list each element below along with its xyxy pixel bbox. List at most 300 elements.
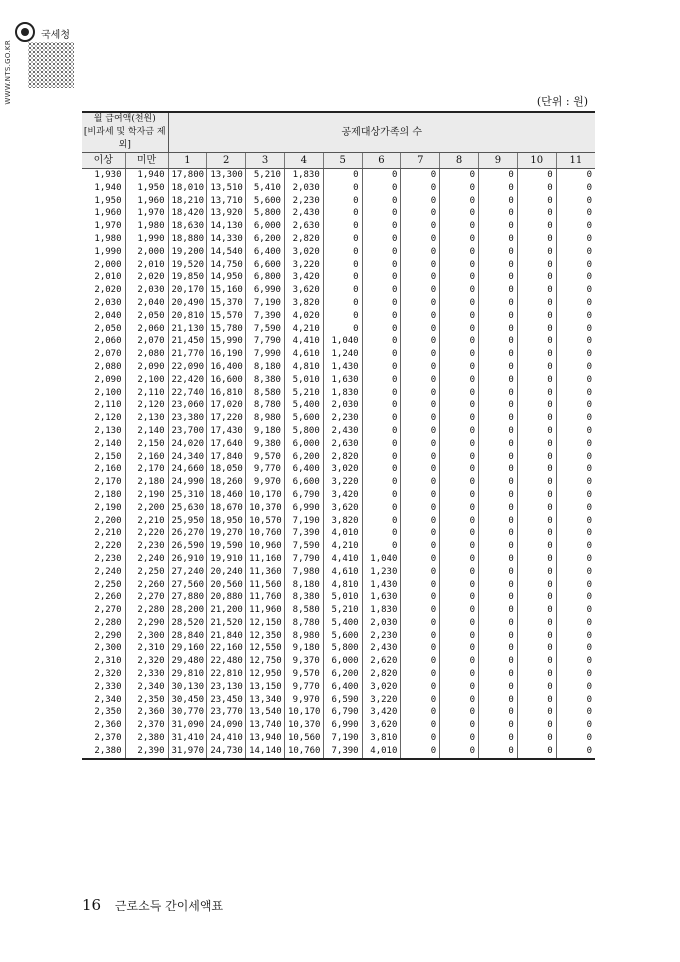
table-cell: 2,120	[94, 413, 122, 424]
table-cell: 0	[362, 284, 401, 297]
table-cell: 0	[401, 451, 440, 464]
table-row	[82, 233, 595, 246]
table-cell: 2,210	[94, 528, 122, 539]
table-cell: 1,830	[323, 387, 362, 400]
table-cell: 20,490	[168, 297, 207, 310]
table-cell: 1,980	[94, 233, 122, 244]
table-cell: 0	[440, 195, 479, 208]
table-cell: 0	[440, 604, 479, 617]
table-cell: 17,430	[207, 425, 246, 438]
table-cell: 0	[362, 348, 401, 361]
table-cell: 2,010	[94, 272, 122, 283]
table-cell: 0	[362, 463, 401, 476]
table-cell: 7,390	[323, 745, 362, 759]
table-cell: 3,020	[323, 463, 362, 476]
table-cell: 8,380	[246, 374, 285, 387]
table-cell: 0	[440, 207, 479, 220]
table-cell: 21,520	[207, 617, 246, 630]
table-cell: 1,630	[323, 374, 362, 387]
table-cell: 7,590	[246, 323, 285, 336]
table-cell: 0	[556, 412, 595, 425]
table-cell: 0	[517, 271, 556, 284]
table-cell: 2,110	[125, 387, 168, 400]
table-cell: 0	[440, 182, 479, 195]
table-cell: 4,610	[323, 566, 362, 579]
table-cell: 10,960	[246, 540, 285, 553]
table-cell: 0	[517, 668, 556, 681]
table-cell: 18,210	[168, 195, 207, 208]
table-cell: 23,770	[207, 706, 246, 719]
table-cell: 2,090	[125, 361, 168, 374]
table-cell: 0	[401, 502, 440, 515]
table-cell: 0	[556, 591, 595, 604]
table-cell: 0	[440, 399, 479, 412]
table-cell: 0	[556, 374, 595, 387]
table-row	[82, 271, 595, 284]
table-cell: 24,730	[207, 745, 246, 759]
table-row	[82, 745, 595, 759]
table-cell: 2,130	[94, 425, 122, 436]
table-cell: 0	[362, 527, 401, 540]
table-cell: 2,190	[94, 502, 122, 513]
table-cell: 27,560	[168, 579, 207, 592]
table-cell: 0	[556, 271, 595, 284]
table-cell: 0	[401, 668, 440, 681]
table-cell: 0	[440, 451, 479, 464]
table-cell: 0	[401, 297, 440, 310]
table-cell: 13,340	[246, 694, 285, 707]
table-cell: 0	[401, 323, 440, 336]
table-cell: 0	[362, 169, 401, 182]
table-cell: 2,630	[323, 438, 362, 451]
table-cell: 0	[440, 502, 479, 515]
table-cell: 8,780	[284, 617, 323, 630]
table-cell: 0	[556, 732, 595, 745]
table-cell: 0	[401, 233, 440, 246]
table-cell: 3,620	[362, 719, 401, 732]
table-cell: 11,160	[246, 553, 285, 566]
table-cell: 6,600	[246, 259, 285, 272]
table-cell: 0	[440, 412, 479, 425]
table-row	[82, 451, 595, 464]
table-cell: 24,410	[207, 732, 246, 745]
table-cell: 0	[401, 566, 440, 579]
table-cell: 2,300	[94, 643, 122, 654]
table-cell: 2,100	[94, 387, 122, 398]
table-cell: 5,800	[323, 642, 362, 655]
table-cell: 18,050	[207, 463, 246, 476]
table-cell: 2,000	[94, 259, 122, 270]
table-cell: 2,200	[94, 515, 122, 526]
table-cell: 22,480	[207, 655, 246, 668]
table-cell: 0	[517, 348, 556, 361]
table-cell: 0	[479, 489, 518, 502]
table-cell: 0	[401, 412, 440, 425]
table-row	[82, 655, 595, 668]
table-cell: 3,820	[323, 515, 362, 528]
table-cell: 0	[517, 489, 556, 502]
table-cell: 1,240	[323, 348, 362, 361]
table-cell: 0	[479, 335, 518, 348]
col-header-family-6: 6	[362, 153, 401, 169]
table-cell: 0	[479, 463, 518, 476]
table-cell: 10,570	[246, 515, 285, 528]
table-cell: 0	[401, 207, 440, 220]
table-cell: 0	[517, 617, 556, 630]
table-cell: 0	[556, 681, 595, 694]
table-cell: 0	[362, 399, 401, 412]
table-cell: 0	[517, 284, 556, 297]
table-cell: 6,990	[323, 719, 362, 732]
table-cell: 0	[556, 169, 595, 182]
table-cell: 2,000	[125, 246, 168, 259]
table-cell: 2,030	[323, 399, 362, 412]
table-cell: 0	[323, 246, 362, 259]
table-cell: 5,600	[323, 630, 362, 643]
table-cell: 6,990	[246, 284, 285, 297]
table-row	[82, 169, 595, 182]
table-cell: 0	[401, 681, 440, 694]
table-cell: 0	[401, 732, 440, 745]
table-cell: 0	[362, 438, 401, 451]
table-cell: 0	[401, 348, 440, 361]
table-cell: 10,170	[284, 706, 323, 719]
table-cell: 0	[440, 527, 479, 540]
table-cell: 23,380	[168, 412, 207, 425]
table-cell: 13,300	[207, 169, 246, 182]
table-cell: 0	[556, 361, 595, 374]
table-cell: 0	[401, 719, 440, 732]
table-cell: 0	[556, 489, 595, 502]
table-cell: 0	[517, 182, 556, 195]
table-cell: 19,850	[168, 271, 207, 284]
table-cell: 2,370	[94, 733, 122, 744]
table-cell: 2,280	[125, 604, 168, 617]
table-cell: 0	[556, 207, 595, 220]
table-cell: 20,560	[207, 579, 246, 592]
table-cell: 11,960	[246, 604, 285, 617]
table-cell: 6,400	[246, 246, 285, 259]
table-cell: 7,790	[284, 553, 323, 566]
table-cell: 5,410	[246, 182, 285, 195]
table-cell: 4,610	[284, 348, 323, 361]
table-cell: 2,020	[94, 285, 122, 296]
table-cell: 0	[517, 566, 556, 579]
table-cell: 29,480	[168, 655, 207, 668]
table-cell: 7,980	[284, 566, 323, 579]
table-cell: 2,060	[125, 323, 168, 336]
table-cell: 0	[362, 425, 401, 438]
table-row	[82, 566, 595, 579]
table-cell: 2,340	[94, 694, 122, 705]
table-cell: 8,180	[284, 579, 323, 592]
table-cell: 6,800	[246, 271, 285, 284]
table-cell: 2,150	[125, 438, 168, 451]
table-cell: 0	[401, 706, 440, 719]
table-cell: 0	[517, 476, 556, 489]
table-cell: 2,350	[94, 707, 122, 718]
table-cell: 12,350	[246, 630, 285, 643]
table-cell: 0	[401, 604, 440, 617]
table-cell: 24,990	[168, 476, 207, 489]
table-cell: 0	[517, 425, 556, 438]
table-cell: 2,180	[94, 489, 122, 500]
table-cell: 0	[556, 323, 595, 336]
table-cell: 0	[479, 515, 518, 528]
table-cell: 0	[440, 668, 479, 681]
table-cell: 1,430	[323, 361, 362, 374]
table-cell: 0	[517, 706, 556, 719]
table-cell: 0	[401, 399, 440, 412]
table-cell: 0	[362, 540, 401, 553]
table-cell: 10,560	[284, 732, 323, 745]
table-row	[82, 195, 595, 208]
table-cell: 0	[440, 655, 479, 668]
table-cell: 3,420	[362, 706, 401, 719]
table-cell: 0	[517, 297, 556, 310]
page-footer	[82, 896, 223, 914]
table-cell: 28,840	[168, 630, 207, 643]
table-cell: 0	[362, 489, 401, 502]
table-cell: 15,570	[207, 310, 246, 323]
table-cell: 18,420	[168, 207, 207, 220]
table-cell: 0	[440, 387, 479, 400]
table-cell: 1,960	[94, 208, 122, 219]
wage-header-line2: [비과세 및 학자금 제외]	[83, 127, 166, 150]
table-cell: 0	[517, 246, 556, 259]
unit-label: (단위 : 원)	[536, 95, 588, 108]
table-cell: 9,770	[246, 463, 285, 476]
table-cell: 1,940	[125, 169, 168, 182]
table-cell: 0	[440, 335, 479, 348]
table-cell: 23,060	[168, 399, 207, 412]
table-cell: 0	[479, 233, 518, 246]
table-cell: 0	[479, 451, 518, 464]
table-cell: 6,590	[323, 694, 362, 707]
table-cell: 4,210	[284, 323, 323, 336]
table-row	[82, 335, 595, 348]
table-cell: 7,990	[246, 348, 285, 361]
table-cell: 0	[556, 348, 595, 361]
table-row	[82, 297, 595, 310]
table-cell: 7,390	[284, 527, 323, 540]
table-cell: 2,390	[125, 745, 168, 759]
table-cell: 0	[479, 579, 518, 592]
table-cell: 0	[556, 745, 595, 759]
table-cell: 22,160	[207, 642, 246, 655]
table-cell: 2,270	[94, 605, 122, 616]
tax-table	[82, 111, 595, 760]
table-cell: 0	[517, 527, 556, 540]
table-cell: 3,820	[284, 297, 323, 310]
table-cell: 16,600	[207, 374, 246, 387]
table-cell: 4,210	[323, 540, 362, 553]
table-cell: 0	[362, 451, 401, 464]
table-cell: 0	[401, 310, 440, 323]
table-cell: 0	[556, 502, 595, 515]
table-cell: 21,130	[168, 323, 207, 336]
table-cell: 1,980	[125, 220, 168, 233]
table-cell: 0	[362, 387, 401, 400]
table-cell: 0	[362, 195, 401, 208]
table-cell: 2,150	[94, 451, 122, 462]
table-cell: 2,330	[94, 681, 122, 692]
table-cell: 5,010	[323, 591, 362, 604]
table-cell: 0	[323, 259, 362, 272]
table-cell: 0	[479, 668, 518, 681]
table-cell: 2,360	[94, 720, 122, 731]
table-cell: 1,950	[94, 195, 122, 206]
table-cell: 0	[401, 284, 440, 297]
table-cell: 3,420	[284, 271, 323, 284]
table-cell: 1,990	[94, 246, 122, 257]
table-cell: 1,230	[362, 566, 401, 579]
table-row	[82, 579, 595, 592]
table-cell: 4,010	[362, 745, 401, 759]
table-cell: 23,700	[168, 425, 207, 438]
table-cell: 7,790	[246, 335, 285, 348]
table-cell: 18,950	[207, 515, 246, 528]
page-number: 16	[82, 896, 102, 914]
table-cell: 0	[556, 399, 595, 412]
table-cell: 0	[440, 284, 479, 297]
table-cell: 26,270	[168, 527, 207, 540]
table-cell: 0	[401, 195, 440, 208]
table-cell: 2,080	[125, 348, 168, 361]
table-cell: 15,780	[207, 323, 246, 336]
table-cell: 0	[323, 195, 362, 208]
table-cell: 5,800	[246, 207, 285, 220]
footer-title: 근로소득 간이세액표	[114, 899, 224, 913]
table-cell: 2,070	[94, 349, 122, 360]
table-cell: 0	[362, 323, 401, 336]
table-cell: 0	[517, 463, 556, 476]
table-cell: 0	[440, 323, 479, 336]
table-cell: 24,660	[168, 463, 207, 476]
table-cell: 0	[401, 694, 440, 707]
col-header-family-5: 5	[323, 153, 362, 169]
table-cell: 30,450	[168, 694, 207, 707]
table-cell: 0	[517, 412, 556, 425]
table-cell: 0	[440, 566, 479, 579]
table-cell: 9,770	[284, 681, 323, 694]
table-cell: 10,370	[284, 719, 323, 732]
table-row	[82, 425, 595, 438]
table-cell: 0	[401, 169, 440, 182]
table-cell: 1,430	[362, 579, 401, 592]
table-cell: 0	[517, 310, 556, 323]
table-cell: 0	[479, 310, 518, 323]
table-cell: 28,520	[168, 617, 207, 630]
table-cell: 0	[479, 681, 518, 694]
table-cell: 0	[440, 706, 479, 719]
table-row	[82, 719, 595, 732]
table-cell: 1,040	[323, 335, 362, 348]
table-row	[82, 323, 595, 336]
table-cell: 0	[556, 566, 595, 579]
col-header-family-8: 8	[440, 153, 479, 169]
table-cell: 2,040	[94, 310, 122, 321]
table-cell: 15,160	[207, 284, 246, 297]
table-cell: 0	[440, 463, 479, 476]
table-cell: 0	[556, 540, 595, 553]
table-cell: 6,200	[323, 668, 362, 681]
table-row	[82, 259, 595, 272]
table-cell: 22,740	[168, 387, 207, 400]
table-cell: 0	[479, 195, 518, 208]
table-cell: 0	[556, 220, 595, 233]
table-cell: 3,220	[284, 259, 323, 272]
col-header-family-7: 7	[401, 153, 440, 169]
table-cell: 0	[401, 655, 440, 668]
table-cell: 23,450	[207, 694, 246, 707]
table-cell: 15,990	[207, 335, 246, 348]
table-cell: 0	[440, 540, 479, 553]
table-cell: 0	[440, 732, 479, 745]
table-cell: 0	[556, 668, 595, 681]
table-row	[82, 604, 595, 617]
table-cell: 0	[362, 233, 401, 246]
col-header-family-4: 4	[284, 153, 323, 169]
table-cell: 3,220	[323, 476, 362, 489]
table-cell: 13,510	[207, 182, 246, 195]
table-cell: 0	[517, 451, 556, 464]
table-cell: 2,030	[125, 284, 168, 297]
table-cell: 19,910	[207, 553, 246, 566]
table-cell: 0	[401, 387, 440, 400]
table-cell: 0	[440, 579, 479, 592]
table-cell: 0	[517, 719, 556, 732]
table-cell: 8,380	[284, 591, 323, 604]
table-cell: 25,950	[168, 515, 207, 528]
table-cell: 0	[440, 489, 479, 502]
table-cell: 0	[479, 719, 518, 732]
table-cell: 2,430	[284, 207, 323, 220]
side-url: WWW.NTS.GO.KR	[4, 40, 12, 105]
table-cell: 1,830	[284, 169, 323, 182]
table-cell: 2,430	[362, 642, 401, 655]
table-cell: 16,400	[207, 361, 246, 374]
table-cell: 0	[517, 579, 556, 592]
table-cell: 0	[517, 169, 556, 182]
table-cell: 0	[362, 502, 401, 515]
table-cell: 4,410	[284, 335, 323, 348]
table-cell: 0	[440, 233, 479, 246]
table-cell: 0	[556, 527, 595, 540]
table-cell: 0	[517, 399, 556, 412]
table-cell: 14,330	[207, 233, 246, 246]
table-cell: 14,750	[207, 259, 246, 272]
table-cell: 0	[479, 591, 518, 604]
table-cell: 20,240	[207, 566, 246, 579]
table-cell: 0	[479, 566, 518, 579]
table-cell: 0	[479, 284, 518, 297]
table-cell: 3,220	[362, 694, 401, 707]
table-cell: 6,600	[284, 476, 323, 489]
table-cell: 0	[440, 374, 479, 387]
table-cell: 1,990	[125, 233, 168, 246]
table-cell: 0	[440, 617, 479, 630]
table-cell: 5,600	[246, 195, 285, 208]
table-cell: 20,810	[168, 310, 207, 323]
col-header-family-10: 10	[517, 153, 556, 169]
table-cell: 0	[517, 438, 556, 451]
table-cell: 1,630	[362, 591, 401, 604]
table-cell: 1,930	[94, 170, 122, 180]
table-cell: 7,190	[284, 515, 323, 528]
table-cell: 0	[440, 515, 479, 528]
table-cell: 0	[440, 681, 479, 694]
